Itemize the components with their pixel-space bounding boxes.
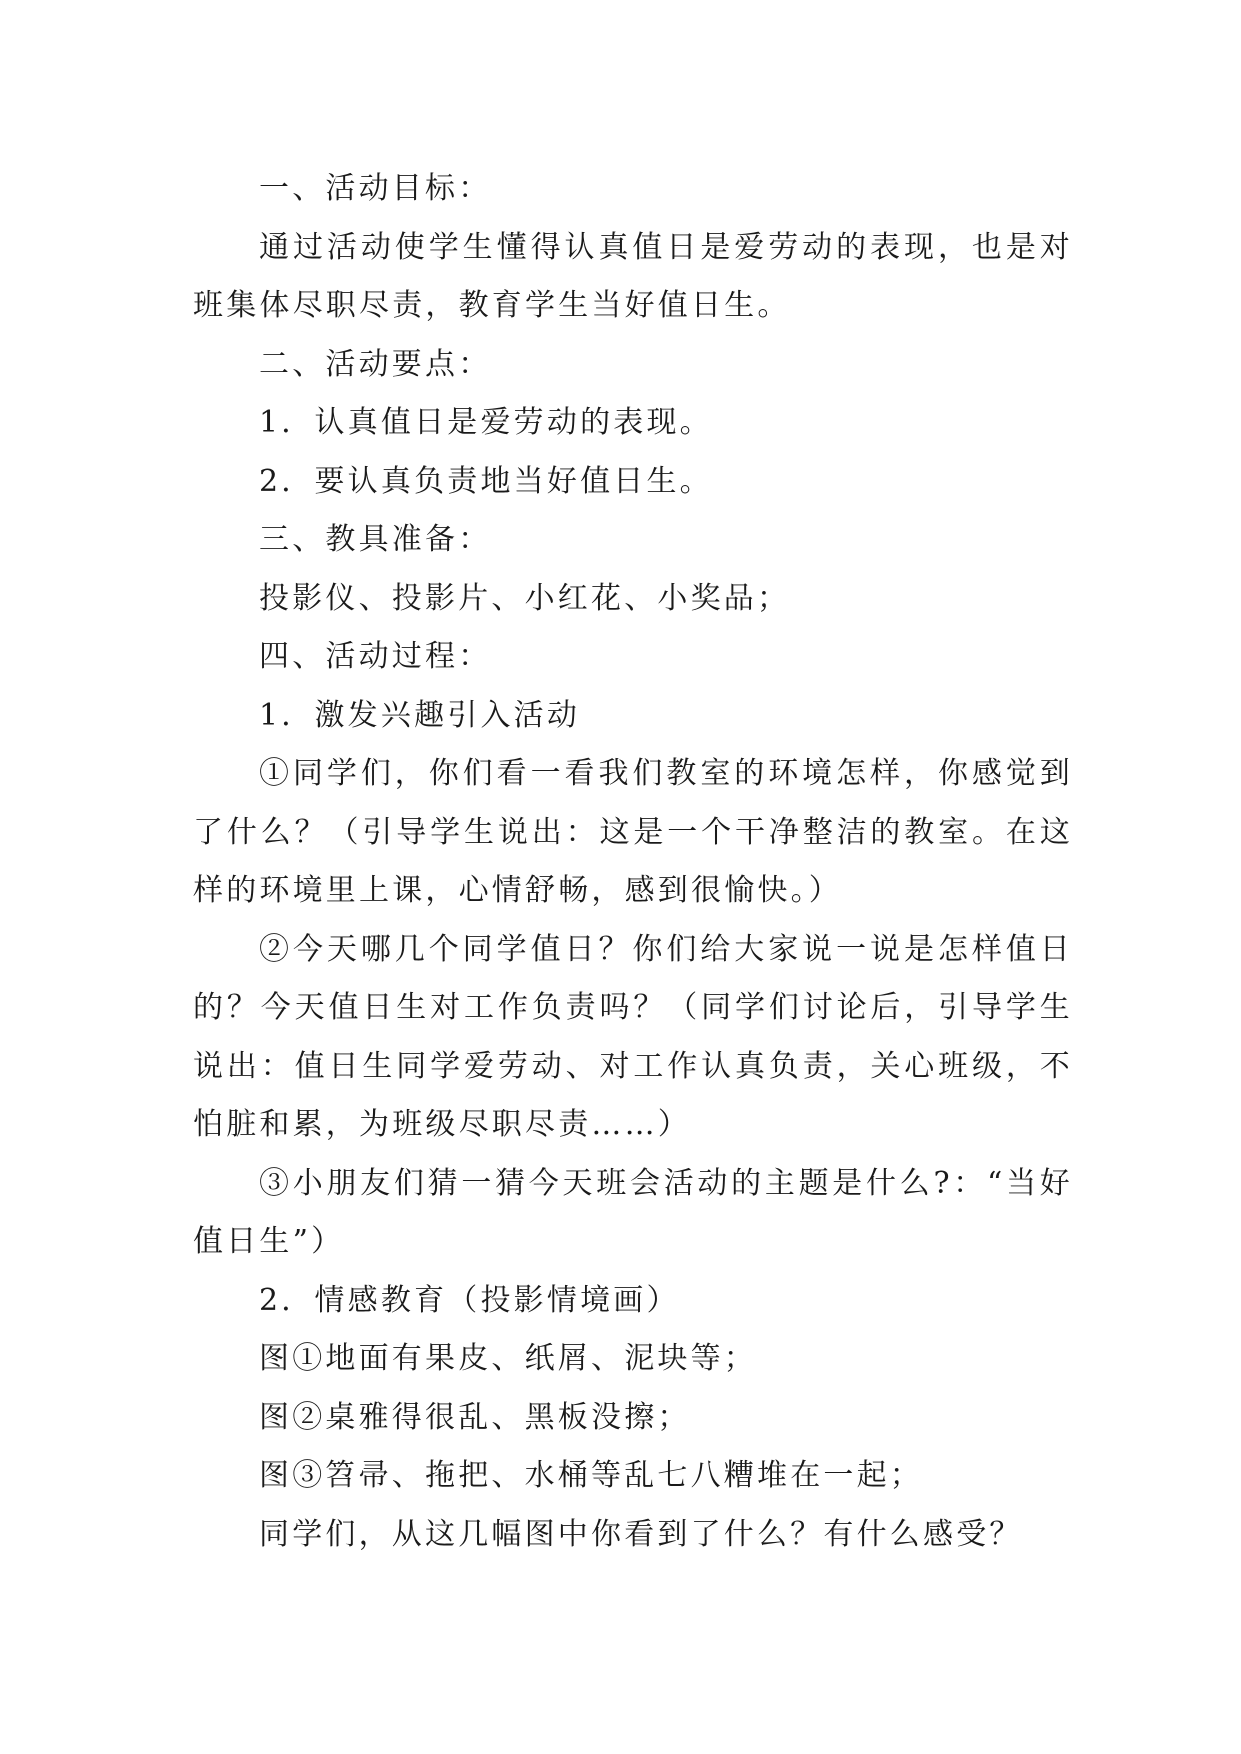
subheading-step-2: 2．情感教育（投影情境画） [259, 1282, 680, 1318]
paragraph-figure-3: 图③笤帚、拖把、水桶等乱七八糟堆在一起； [259, 1458, 923, 1493]
paragraph-figure-2: 图②桌雅得很乱、黑板没擦； [259, 1399, 691, 1435]
heading-activity-goals: 一、活动目标： [259, 171, 492, 206]
paragraph-goals-text: 通过活动使学生懂得认真值日是爱劳动的表现，也是对班集体尽职尽责，教育学生当好值日生。 [193, 229, 1073, 323]
paragraph-figure-1: 图①地面有果皮、纸屑、泥块等； [259, 1341, 757, 1376]
paragraph-step-1-item-3: ③小朋友们猜一猜今天班会活动的主题是什么?：“当好值日生”） [193, 1165, 1073, 1259]
paragraph-question: 同学们，从这几幅图中你看到了什么？有什么感受？ [259, 1516, 1023, 1552]
heading-teaching-aids: 三、教具准备： [259, 522, 492, 557]
paragraph-step-1-item-1: ①同学们，你们看一看我们教室的环境怎样，你感觉到了什么？（引导学生说出：这是一个干净整洁的教室。在这样的环境里上课，心情舒畅，感到很愉快。） [193, 756, 1073, 908]
heading-activity-process: 四、活动过程： [259, 639, 492, 674]
paragraph-teaching-aids: 投影仪、投影片、小红花、小奖品； [259, 580, 791, 616]
list-item-point-1: 1．认真值日是爱劳动的表现。 [259, 405, 713, 440]
subheading-step-1: 1．激发兴趣引入活动 [259, 697, 581, 733]
paragraph-step-1-item-2: ②今天哪几个同学值日？你们给大家说一说是怎样值日的？今天值日生对工作负责吗？（同学们讨论后，引导学生说出：值日生同学爱劳动、对工作认真负责，关心班级，不怕脏和累，为班级尽职尽责……） [193, 931, 1073, 1142]
heading-activity-points: 二、活动要点： [259, 346, 492, 382]
list-item-point-2: 2．要认真负责地当好值日生。 [259, 463, 713, 499]
document-body [193, 160, 1073, 1564]
